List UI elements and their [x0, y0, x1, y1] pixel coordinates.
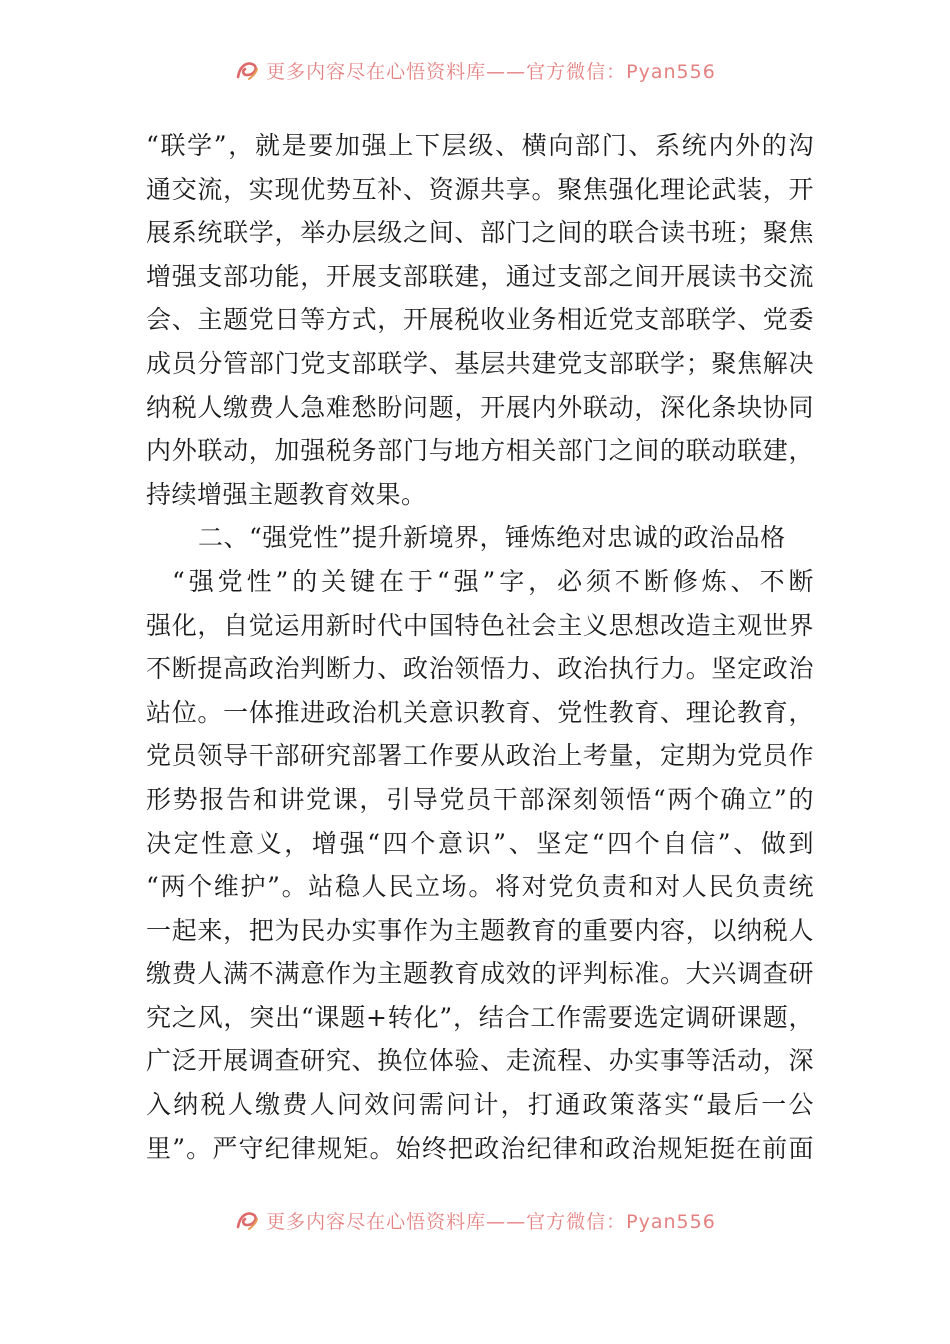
section-heading: 二、“强党性”提升新境界，锤炼绝对忠诚的政治品格 [198, 523, 786, 553]
footer-watermark [0, 1200, 950, 1240]
text-line: 党员领导干部研究部署工作要从政治上考量，定期为党员作 [146, 741, 814, 771]
text-line: 形势报告和讲党课，引导党员干部深刻领悟“两个确立”的 [146, 784, 814, 814]
paragraph-1 [146, 124, 814, 516]
text-line: 持续增强主题教育效果。 [146, 479, 427, 509]
text-line: 强化，自觉运用新时代中国特色社会主义思想改造主观世界 [146, 610, 814, 640]
document-body [146, 124, 814, 1170]
text-line: “两个维护”。站稳人民立场。将对党负责和对人民负责统 [146, 872, 814, 902]
text-line: 不断提高政治判断力、政治领悟力、政治执行力。坚定政治 [146, 654, 814, 684]
text-line: 展系统联学，举办层级之间、部门之间的联合读书班；聚焦 [146, 218, 814, 248]
text-line: 通交流，实现优势互补、资源共享。聚焦强化理论武装，开 [146, 174, 814, 204]
watermark-logo-icon [234, 57, 260, 83]
paragraph-2 [146, 560, 814, 1170]
text-line: 里”。严守纪律规矩。始终把政治纪律和政治规矩挺在前面 [146, 1133, 814, 1163]
text-line: 纳税人缴费人急难愁盼问题，开展内外联动，深化条块协同 [146, 392, 814, 422]
text-line: 成员分管部门党支部联学、基层共建党支部联学；聚焦解决 [146, 348, 814, 378]
text-line: “强党性”的关键在于“强”字，必须不断修炼、不断 [172, 566, 814, 596]
text-line: “联学”，就是要加强上下层级、横向部门、系统内外的沟 [146, 131, 814, 160]
watermark-text: 更多内容尽在心悟资料库——官方微信：Pyan556 [266, 1210, 716, 1233]
text-line: 一起来，把为民办实事作为主题教育的重要内容，以纳税人 [146, 915, 814, 945]
text-line: 入纳税人缴费人问效问需问计，打通政策落实“最后一公 [146, 1090, 814, 1120]
watermark-logo-icon [234, 1207, 260, 1233]
text-line: 站位。一体推进政治机关意识教育、党性教育、理论教育， [146, 697, 814, 727]
watermark-text: 更多内容尽在心悟资料库——官方微信：Pyan556 [266, 60, 716, 83]
text-line: 会、主题党日等方式，开展税收业务相近党支部联学、党委 [146, 305, 814, 335]
text-line: 广泛开展调查研究、换位体验、走流程、办实事等活动，深 [146, 1046, 814, 1076]
text-line: 内外联动，加强税务部门与地方相关部门之间的联动联建， [146, 436, 814, 466]
text-line: 究之风，突出“课题+转化”，结合工作需要选定调研课题， [146, 1002, 814, 1032]
text-line: 缴费人满不满意作为主题教育成效的评判标准。大兴调查研 [146, 959, 814, 989]
header-watermark [0, 50, 950, 90]
text-line: 增强支部功能，开展支部联建，通过支部之间开展读书交流 [146, 261, 814, 291]
text-line: 决定性意义，增强“四个意识”、坚定“四个自信”、做到 [146, 828, 815, 858]
